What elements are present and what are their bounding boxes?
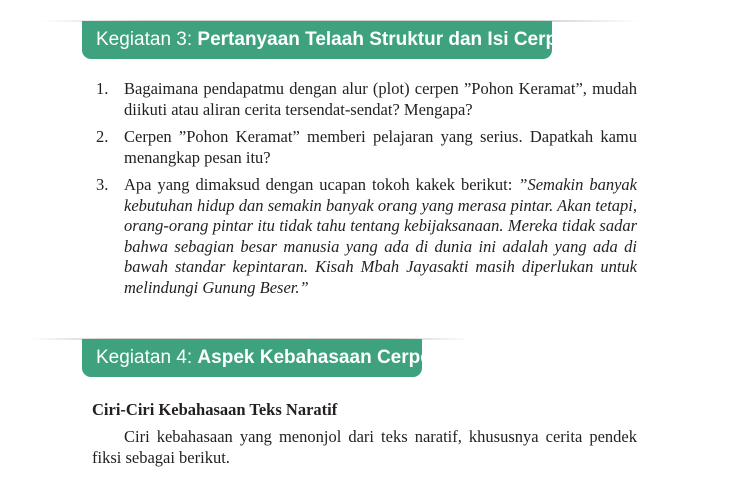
question-text: Bagaimana pendapatmu dengan alur (plot) cerpen ”Pohon Keramat”, mudah diikuti atau aliran cerita tersendat-sendat? Mengapa?	[124, 79, 637, 119]
section-4-banner	[82, 339, 443, 377]
question-item	[92, 79, 637, 120]
narrative-features-paragraph: Ciri kebahasaan yang menonjol dari teks naratif, khususnya cerita pendek fiksi sebagai berikut.	[92, 427, 637, 467]
question-number: 2.	[96, 127, 109, 146]
section-4-label: Kegiatan 4:	[96, 347, 198, 368]
section-3-title: Pertanyaan Telaah Struktur dan Isi Cerpen	[197, 29, 580, 50]
question-number: 3.	[96, 175, 109, 194]
question-number: 1.	[96, 79, 109, 98]
section-3-banner	[82, 21, 580, 59]
question-list	[92, 79, 637, 305]
question-text: Apa yang dimaksud dengan ucapan tokoh kakek berikut:	[124, 175, 519, 194]
grandfather-quote: ”Semakin banyak kebutuhan hidup dan semakin banyak orang yang merasa pintar. Akan tetapi, orang-orang pintar itu tidak tahu tentang kebijaksanaan. Mereka tidak sadar bahwa sebagian besar manusia yang ada di dunia ini adalah yang ada di bawah standar kepintaran. Kisah Mbah Jayasakti masih diperlukan untuk melindungi Gunung Beser.”	[124, 175, 637, 297]
question-item	[92, 127, 637, 168]
narrative-features-heading: Ciri-Ciri Kebahasaan Teks Naratif	[92, 400, 338, 419]
question-text: Cerpen ”Pohon Keramat” memberi pelajaran yang serius. Dapatkah kamu menangkap pesan itu?	[124, 127, 637, 167]
section-4-title: Aspek Kebahasaan Cerpen	[197, 347, 443, 368]
question-item	[92, 175, 637, 298]
section-3-label: Kegiatan 3:	[96, 29, 198, 50]
